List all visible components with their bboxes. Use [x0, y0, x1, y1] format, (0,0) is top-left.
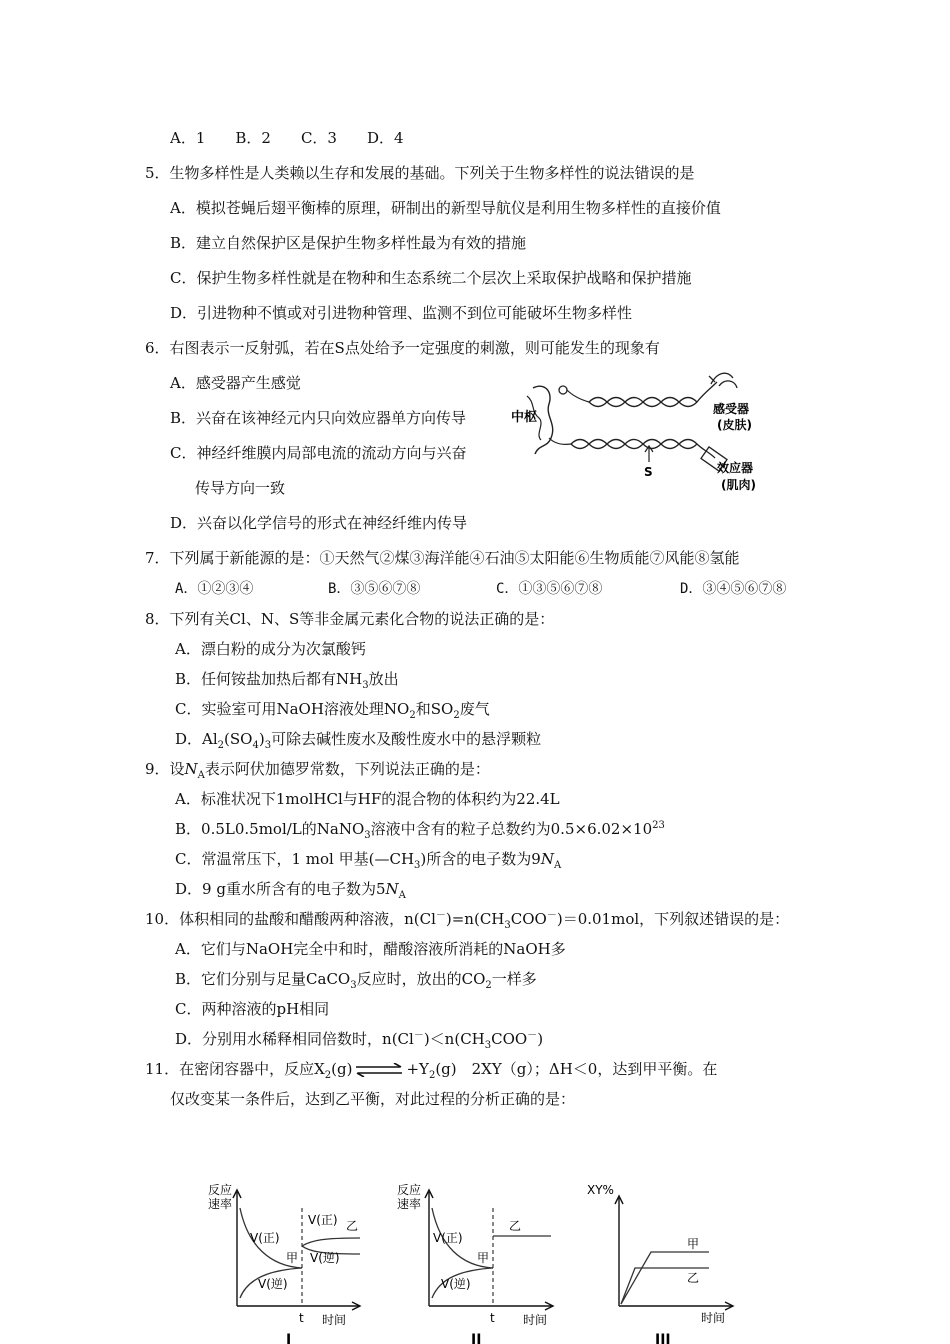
graph-3 — [585, 1180, 745, 1344]
q8-option-c: C．实验室可用NaOH溶液处理$NO_2$和$SO_2$废气 — [175, 700, 490, 721]
effector-sub-label: (肌肉) — [721, 478, 756, 492]
q7-option-b: B．③⑤⑥⑦⑧ — [328, 581, 421, 597]
graph2-xlabel: 时间 — [523, 1313, 548, 1327]
receptor-label: 感受器 — [713, 402, 750, 416]
graph2-roman: II — [471, 1332, 482, 1344]
graph2-v-fwd: V(正) — [433, 1231, 463, 1245]
q8-option-d: D．$Al_2(SO_4)_3$可除去碱性废水及酸性废水中的悬浮颗粒 — [175, 730, 542, 751]
q6-option-c-cont: 传导方向一致 — [195, 479, 286, 497]
q10-option-c: C．两种溶液的pH相同 — [175, 1000, 330, 1018]
stimulus-point-label: S — [644, 465, 653, 479]
graph2-yi: 乙 — [509, 1219, 522, 1233]
q6-option-d: D．兴奋以化学信号的形式在神经纤维内传导 — [170, 514, 468, 532]
graph1-xlabel: 时间 — [322, 1313, 347, 1327]
q8-option-a: A．漂白粉的成分为次氯酸钙 — [175, 640, 366, 658]
effector-label: 效应器 — [717, 461, 754, 475]
q6-option-b: B．兴奋在该神经元内只向效应器单方向传导 — [170, 409, 467, 427]
graph1-v-fwd-2: V(正) — [308, 1213, 338, 1227]
graph1-v-rev: V(逆) — [258, 1277, 288, 1291]
graph1-roman: I — [286, 1332, 292, 1344]
q7-option-d: D．③④⑤⑥⑦⑧ — [680, 581, 787, 597]
graph2-jia: 甲 — [477, 1251, 490, 1265]
graph3-jia: 甲 — [687, 1237, 700, 1251]
q11-stem: 11．在密闭容器中，反应$X_2(g) +Y_2(g)$ 2XY（g）；ΔH＜0，达到甲平衡。在 — [145, 1060, 718, 1081]
q5-option-c: C．保护生物多样性就是在物种和生态系统二个层次上采取保护战略和保护措施 — [170, 269, 692, 287]
q10-option-a: A．它们与NaOH完全中和时，醋酸溶液所消耗的NaOH多 — [175, 940, 566, 958]
q6-option-a: A．感受器产生感觉 — [170, 374, 301, 392]
graph1-t: t — [299, 1311, 304, 1325]
center-label: 中枢 — [511, 410, 538, 425]
q9-option-a: A．标准状况下1molHCl与HF的混合物的体积约为22.4L — [175, 790, 560, 808]
graph1-ylabel-1: 反应 — [208, 1183, 233, 1197]
graph1-v-rev-2: V(逆) — [310, 1251, 340, 1265]
q7-stem: 7．下列属于新能源的是：①天然气②煤③海洋能④石油⑤太阳能⑥生物质能⑦风能⑧氢能 — [145, 549, 740, 567]
q8-option-b: B．任何铵盐加热后都有$NH_3$放出 — [175, 670, 399, 691]
graph3-ylabel: XY% — [587, 1183, 614, 1197]
graph2-ylabel-2: 速率 — [397, 1197, 422, 1211]
graph2-ylabel-1: 反应 — [397, 1183, 422, 1197]
q5-option-a: A．模拟苍蝇后翅平衡棒的原理，研制出的新型导航仪是利用生物多样性的直接价值 — [170, 199, 721, 217]
graph3-xlabel: 时间 — [701, 1311, 726, 1325]
q10-option-b: B．它们分别与足量CaCO$_3$反应时，放出的$CO_2$一样多 — [175, 970, 537, 991]
q10-option-d: D．分别用水稀释相同倍数时，$n(Cl^-)<n(CH_3COO^-)$ — [175, 1030, 544, 1051]
q10-stem: 10．体积相同的盐酸和醋酸两种溶液，$n(Cl^-)=n(CH_3COO^-)=0.01mol$，下列叙述错误的是： — [145, 910, 790, 931]
graph1-yi: 乙 — [346, 1219, 359, 1233]
equilibrium-arrow-icon — [354, 1063, 404, 1077]
graph1-v-fwd: V(正) — [250, 1231, 280, 1245]
graph1-ylabel-2: 速率 — [208, 1197, 233, 1211]
graph-1 — [200, 1180, 370, 1344]
graph3-roman: III — [655, 1332, 671, 1344]
q5-option-d: D．引进物种不慎或对引进物种管理、监测不到位可能破坏生物多样性 — [170, 304, 633, 322]
q8-stem: 8．下列有关Cl、N、S等非金属元素化合物的说法正确的是： — [145, 610, 555, 628]
graph1-jia: 甲 — [286, 1251, 299, 1265]
graph2-v-rev: V(逆) — [441, 1277, 471, 1291]
q7-option-a: A．①②③④ — [175, 581, 254, 597]
q6-stem: 6．右图表示一反射弧，若在S点处给予一定强度的刺激，则可能发生的现象有 — [145, 339, 660, 357]
graph-2 — [393, 1180, 563, 1344]
receptor-sub-label: (皮肤) — [717, 418, 752, 432]
q6-option-c: C．神经纤维膜内局部电流的流动方向与兴奋 — [170, 444, 467, 462]
q9-stem: 9．设$N_A$表示阿伏加德罗常数，下列说法正确的是： — [145, 760, 490, 781]
q11-stem-cont: 仅改变某一条件后，达到乙平衡，对此过程的分析正确的是： — [170, 1090, 576, 1108]
q5-stem: 5．生物多样性是人类赖以生存和发展的基础。下列关于生物多样性的说法错误的是 — [145, 164, 695, 182]
q5-option-b: B．建立自然保护区是保护生物多样性最为有效的措施 — [170, 234, 527, 252]
q7-option-c: C．①③⑤⑥⑦⑧ — [496, 581, 603, 597]
reflex-arc-figure — [505, 368, 785, 498]
q9-option-b: B．0.5L0.5mol/L的NaNO$_3$溶液中含有的粒子总数约为$0.5\times 6.02\times 10^{23}$ — [175, 820, 665, 841]
q4-options: A．1 B．2 C．3 D．4 — [170, 129, 404, 147]
q9-option-c: C．常温常压下，1 mol 甲基$(—CH_3)$所含的电子数为$9N_A$ — [175, 850, 562, 871]
q9-option-d: D．9 g重水所含有的电子数为$5N_A$ — [175, 880, 406, 901]
graph2-t: t — [490, 1311, 495, 1325]
graph3-yi: 乙 — [687, 1271, 700, 1285]
